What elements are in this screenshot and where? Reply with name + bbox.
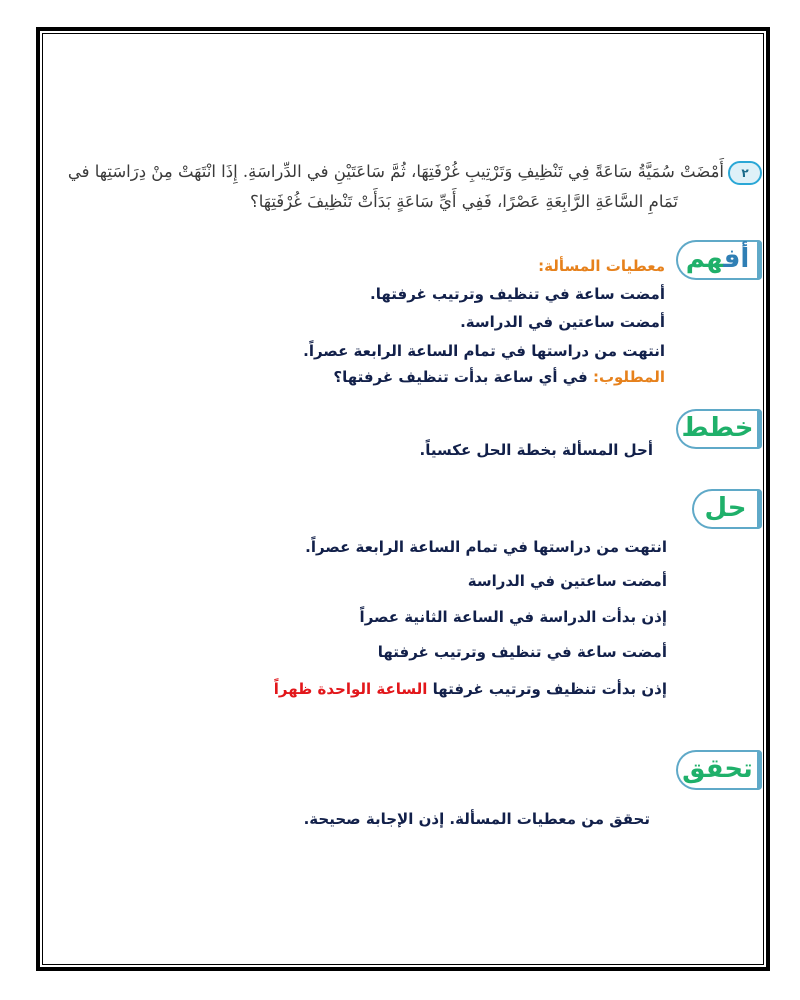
solve-step-3: إذن بدأت الدراسة في الساعة الثانية عصراً xyxy=(359,608,667,626)
problem-line-1: أَمْضَتْ سُمَيَّةُ سَاعَةً فِي تَنْظِيفِ وَتَرْتِيبِ غُرْفَتِهَا، ثُمَّ سَاعَتَيْنِ في الدِّراسَةِ. إِذَا انْتَهَتْ مِنْ دِرَاسَتِها في xyxy=(67,162,724,181)
given-1: أمضت ساعة في تنظيف وترتيب غرفتها. xyxy=(370,285,665,303)
problem-statement xyxy=(40,157,762,217)
solve-step-4: أمضت ساعة في تنظيف وترتيب غرفتها xyxy=(377,643,667,661)
solve-step-1: انتهت من دراستها في تمام الساعة الرابعة عصراً. xyxy=(305,538,667,556)
given-3: انتهت من دراستها في تمام الساعة الرابعة عصراً. xyxy=(303,342,665,360)
required-line xyxy=(333,368,665,386)
required-label: المطلوب: xyxy=(592,368,665,386)
check-text: تحقق من معطيات المسألة. إذن الإجابة صحيحة. xyxy=(303,810,650,828)
solve-step-5-prefix: إذن بدأت تنظيف وترتيب غرفتها xyxy=(427,680,667,698)
plan-text: أحل المسألة بخطة الحل عكسياً. xyxy=(419,441,653,459)
tab-solve: حل xyxy=(692,489,762,529)
tab-understand-part2: هم xyxy=(685,244,724,274)
problem-number-badge: ٢ xyxy=(728,161,762,185)
tab-check: تحقق xyxy=(676,750,762,790)
solve-answer: الساعة الواحدة ظهراً xyxy=(273,680,428,698)
solve-step-2: أمضت ساعتين في الدراسة xyxy=(467,572,667,590)
given-2: أمضت ساعتين في الدراسة. xyxy=(460,313,665,331)
solve-step-5 xyxy=(274,680,667,698)
tab-understand-part1: أف xyxy=(723,244,750,274)
problem-line-2: تَمَامِ السَّاعَةِ الرَّابِعَةِ عَصْرًا، فَفِي أَيِّ سَاعَةٍ بَدَأَتْ تَنْظِيفَ غُرْفَتِهَا؟ xyxy=(249,192,678,211)
required-text: في أي ساعة بدأت تنظيف غرفتها؟ xyxy=(333,368,593,386)
tab-understand xyxy=(676,240,762,280)
givens-label: معطيات المسألة: xyxy=(538,257,665,275)
tab-plan: خطط xyxy=(676,409,762,449)
